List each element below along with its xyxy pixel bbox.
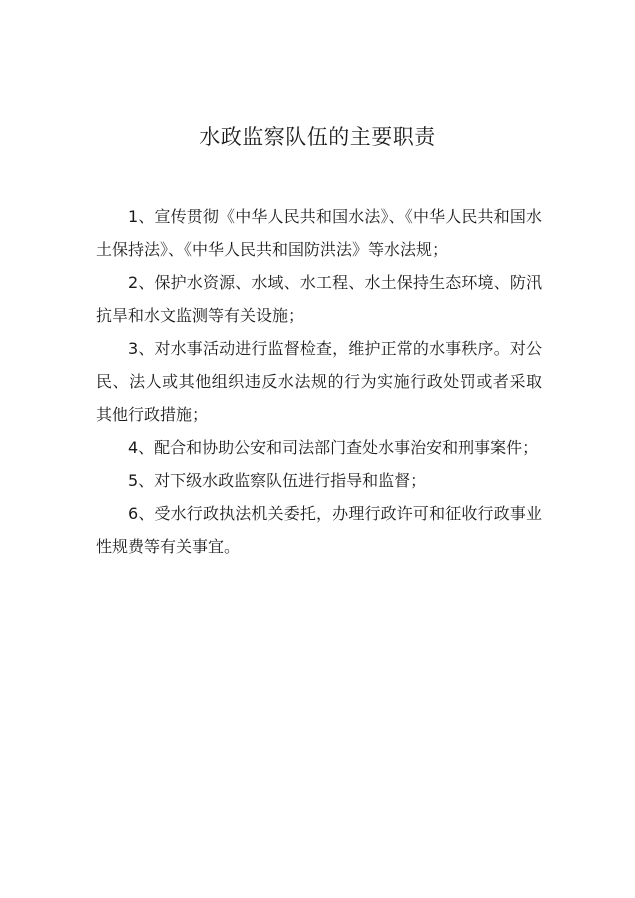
duty-item-3: 3、对水事活动进行监督检查，维护正常的水事秩序。对公民、法人或其他组织违反水法规的行为实施行政处罚或者采取其他行政措施； bbox=[96, 339, 542, 424]
duty-item-2: 2、保护水资源、水域、水工程、水土保持生态环境、防汛抗旱和水文监测等有关设施； bbox=[96, 273, 542, 325]
duty-item-5: 5、对下级水政监察队伍进行指导和监督； bbox=[128, 471, 427, 490]
duty-item-4: 4、配合和协助公安和司法部门查处水事治安和刑事案件； bbox=[128, 438, 539, 457]
duty-item-1: 1、宣传贯彻《中华人民共和国水法》、《中华人民共和国水土保持法》、《中华人民共和国防洪法》等水法规； bbox=[96, 207, 542, 259]
duties-list bbox=[96, 200, 542, 563]
page-title: 水政监察队伍的主要职责 bbox=[199, 125, 436, 149]
duty-item-6: 6、受水行政执法机关委托，办理行政许可和征收行政事业性规费等有关事宜。 bbox=[96, 504, 542, 556]
